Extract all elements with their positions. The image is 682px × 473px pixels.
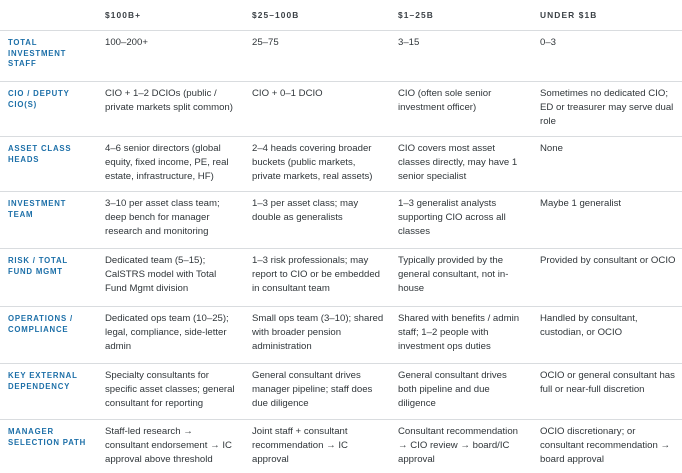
table-body <box>0 31 682 473</box>
table-cell: Provided by consultant or OCIO <box>532 249 682 307</box>
table-cell: 4–6 senior directors (global equity, fixed income, PE, real estate, infrastructure, HF) <box>97 137 244 192</box>
table-cell: 25–75 <box>244 31 390 82</box>
table-cell: Typically provided by the general consultant, not in-house <box>390 249 532 307</box>
table-cell: Specialty consultants for specific asset classes; general consultant for reporting <box>97 364 244 420</box>
table-cell: OCIO discretionary; or consultant recommendation → board approval <box>532 420 682 473</box>
table-cell: Dedicated ops team (10–25); legal, compliance, side-letter admin <box>97 307 244 364</box>
column-header-25-100b: $25–100B <box>244 0 390 31</box>
table-cell: Staff-led research → consultant endorsement → IC approval above threshold <box>97 420 244 473</box>
table-cell: Dedicated team (5–15); CalSTRS model with Total Fund Mgmt division <box>97 249 244 307</box>
table-cell: Small ops team (3–10); shared with broader pension administration <box>244 307 390 364</box>
column-header-under-1b: UNDER $1B <box>532 0 682 31</box>
column-header-1-25b: $1–25B <box>390 0 532 31</box>
column-header-100b-plus: $100B+ <box>97 0 244 31</box>
table-cell: General consultant drives manager pipeline; staff does due diligence <box>244 364 390 420</box>
row-label: CIO / DEPUTY CIO(S) <box>0 82 97 137</box>
table-row-investment-team <box>0 192 682 249</box>
table-row-risk-total-fund-mgmt <box>0 249 682 307</box>
table-cell: CIO + 1–2 DCIOs (public / private markets split common) <box>97 82 244 137</box>
row-label: OPERATIONS / COMPLIANCE <box>0 307 97 364</box>
row-label: ASSET CLASS HEADS <box>0 137 97 192</box>
table-header <box>0 0 682 31</box>
table-row-asset-class-heads <box>0 137 682 192</box>
table-cell: 0–3 <box>532 31 682 82</box>
table-cell: Consultant recommendation → CIO review → board/IC approval <box>390 420 532 473</box>
table-cell: Maybe 1 generalist <box>532 192 682 249</box>
table-row-operations-compliance <box>0 307 682 364</box>
row-label: INVESTMENT TEAM <box>0 192 97 249</box>
table-row-total-investment-staff <box>0 31 682 82</box>
table-cell: Joint staff + consultant recommendation → IC approval <box>244 420 390 473</box>
table-cell: OCIO or general consultant has full or near-full discretion <box>532 364 682 420</box>
table-row-manager-selection-path <box>0 420 682 473</box>
table-cell: 2–4 heads covering broader buckets (public markets, private markets, real assets) <box>244 137 390 192</box>
table-cell: 3–10 per asset class team; deep bench for manager research and monitoring <box>97 192 244 249</box>
table-cell: General consultant drives both pipeline and due diligence <box>390 364 532 420</box>
table-cell: 1–3 per asset class; may double as generalists <box>244 192 390 249</box>
table-cell: 100–200+ <box>97 31 244 82</box>
table-cell: Shared with benefits / admin staff; 1–2 people with investment ops duties <box>390 307 532 364</box>
row-label: KEY EXTERNAL DEPENDENCY <box>0 364 97 420</box>
row-label: TOTAL INVESTMENT STAFF <box>0 31 97 82</box>
table-cell: Handled by consultant, custodian, or OCIO <box>532 307 682 364</box>
table-cell: Sometimes no dedicated CIO; ED or treasurer may serve dual role <box>532 82 682 137</box>
table-cell: 1–3 risk professionals; may report to CIO or be embedded in consultant team <box>244 249 390 307</box>
table-cell: CIO + 0–1 DCIO <box>244 82 390 137</box>
header-corner-cell <box>0 0 97 31</box>
row-label: RISK / TOTAL FUND MGMT <box>0 249 97 307</box>
table-cell: None <box>532 137 682 192</box>
row-label: MANAGER SELECTION PATH <box>0 420 97 473</box>
table-cell: 3–15 <box>390 31 532 82</box>
table-cell: 1–3 generalist analysts supporting CIO across all classes <box>390 192 532 249</box>
table-row-key-external-dependency <box>0 364 682 420</box>
table-row-cio-deputy-cio <box>0 82 682 137</box>
header-row <box>0 0 682 31</box>
table-cell: CIO (often sole senior investment officer) <box>390 82 532 137</box>
table-cell: CIO covers most asset classes directly, may have 1 senior specialist <box>390 137 532 192</box>
